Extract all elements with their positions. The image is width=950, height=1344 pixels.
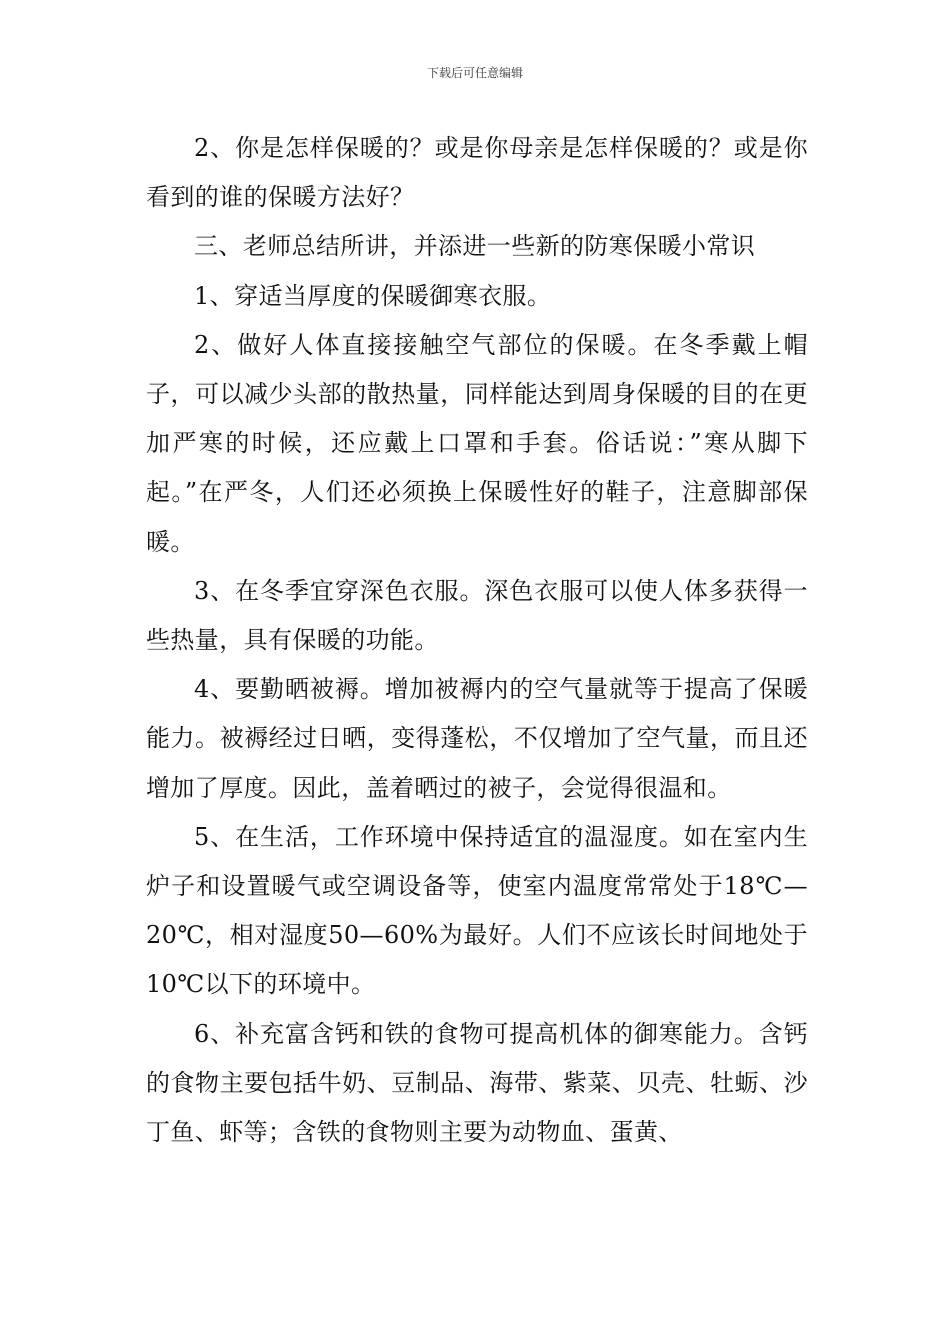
paragraph-tip-1: 1、穿适当厚度的保暖御寒衣服。 — [194, 281, 552, 310]
paragraph-question-2: 2、你是怎样保暖的？或是你母亲是怎样保暖的？或是你看到的谁的保暖方法好？ — [146, 134, 808, 212]
paragraph-tip-2: 2、做好人体直接接触空气部位的保暖。在冬季戴上帽子，可以减少头部的散热量，同样能达到周身保暖的目的在更加严寒的时候，还应戴上口罩和手套。俗话说：”寒从脚下起。”在严冬，人们还必须换上保暖性好的鞋子，注意脚部保暖。 — [146, 330, 808, 556]
document-body — [146, 124, 808, 1157]
paragraph-tip-6: 6、补充富含钙和铁的食物可提高机体的御寒能力。含钙的食物主要包括牛奶、豆制品、海带、紫菜、贝壳、牡蛎、沙丁鱼、虾等；含铁的食物则主要为动物血、蛋黄、 — [146, 1019, 808, 1147]
paragraph-section-3-heading: 三、老师总结所讲，并添进一些新的防寒保暖小常识 — [194, 232, 756, 261]
paragraph-tip-5: 5、在生活，工作环境中保持适宜的温湿度。如在室内生炉子和设置暖气或空调设备等，使室内温度常常处于18℃—20℃，相对湿度50—60%为最好。人们不应该长时间地处于10℃以下的环境中。 — [146, 822, 808, 999]
paragraph-tip-4: 4、要勤晒被褥。增加被褥内的空气量就等于提高了保暖能力。被褥经过日晒，变得蓬松，不仅增加了空气量，而且还增加了厚度。因此，盖着晒过的被子，会觉得很温和。 — [146, 675, 808, 802]
paragraph-tip-3: 3、在冬季宜穿深色衣服。深色衣服可以使人体多获得一些热量，具有保暖的功能。 — [146, 576, 808, 655]
page-header: 下载后可任意编辑 — [426, 66, 523, 80]
